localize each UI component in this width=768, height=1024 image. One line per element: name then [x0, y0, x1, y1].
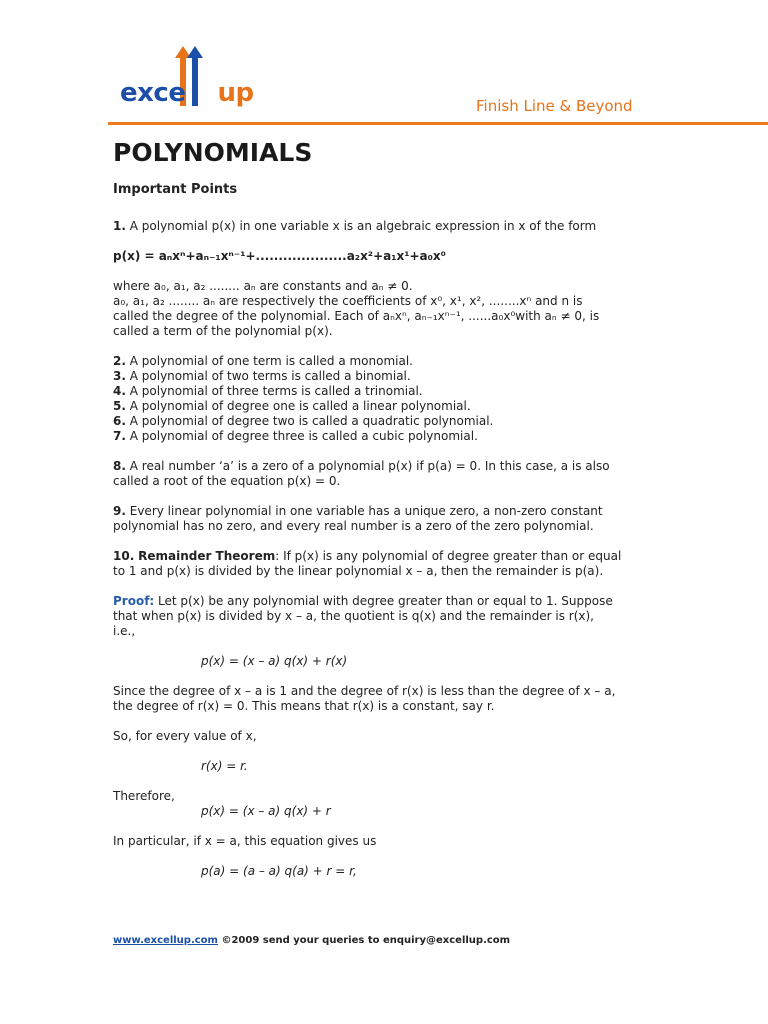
tagline: Finish Line & Beyond [476, 97, 633, 115]
point-number: 4. [113, 384, 126, 398]
point-number: 3. [113, 369, 126, 383]
document-body [113, 132, 653, 879]
point-8-cont: called a root of the equation p(x) = 0. [113, 474, 341, 488]
proof-line-1: Proof: Let p(x) be any polynomial with degree greater than or equal to 1. Suppose [113, 594, 613, 608]
since-line-1: Since the degree of x – a is 1 and the degree of r(x) is less than the degree of x – a, [113, 684, 616, 698]
point-number: 7. [113, 429, 126, 443]
point-text: A polynomial p(x) in one variable x is an algebraic expression in x of the form [129, 219, 597, 233]
definition-item [113, 384, 653, 399]
since-line-2: the degree of r(x) = 0. This means that r(x) is a constant, say r. [113, 699, 495, 713]
section-subtitle: Important Points [113, 182, 238, 197]
proof-label: Proof: [113, 594, 155, 608]
page-footer [113, 935, 510, 946]
coefficients-line-3: called a term of the polynomial p(x). [113, 324, 333, 338]
point-10: 10. Remainder Theorem: If p(x) is any polynomial of degree greater than or equal [113, 549, 622, 563]
point-number: 1. [113, 219, 126, 233]
point-text: A polynomial of degree two is called a quadratic polynomial. [129, 414, 494, 428]
definition-item [113, 354, 653, 369]
point-1 [113, 219, 653, 234]
point-text: A polynomial of three terms is called a trinomial. [129, 384, 423, 398]
proof-line-2: that when p(x) is divided by x – a, the quotient is q(x) and the remainder is r(x), [113, 609, 594, 623]
logo-wordmark [120, 78, 254, 108]
equation-3: p(x) = (x – a) q(x) + r [201, 804, 331, 818]
particular-line: In particular, if x = a, this equation gives us [113, 834, 377, 848]
point-text: A polynomial of one term is called a monomial. [129, 354, 413, 368]
definition-item [113, 369, 653, 384]
header-rule [108, 122, 768, 125]
point-10-cont: to 1 and p(x) is divided by the linear polynomial x – a, then the remainder is p(a). [113, 564, 604, 578]
point-text: A polynomial of degree one is called a linear polynomial. [129, 399, 471, 413]
website-link[interactable]: www.excellup.com [113, 935, 218, 946]
definition-item [113, 399, 653, 414]
page-title: POLYNOMIALS [113, 138, 313, 167]
logo-left-text: exce [120, 78, 186, 108]
point-number: 5. [113, 399, 126, 413]
equation-2: r(x) = r. [201, 759, 248, 773]
coefficients-line-1: a₀, a₁, a₂ ........ aₙ are respectively the coefficients of x⁰, x¹, x², ........xⁿ and n is [113, 294, 583, 308]
coefficients-line-2: called the degree of the polynomial. Each of aₙxⁿ, aₙ₋₁xⁿ⁻¹, ......a₀x⁰with aₙ ≠ 0, is [113, 309, 600, 323]
equation-1: p(x) = (x – a) q(x) + r(x) [201, 654, 348, 668]
theorem-label: Remainder Theorem [138, 549, 276, 563]
definition-item [113, 414, 653, 429]
therefore-line: Therefore, [113, 789, 175, 803]
point-number: 6. [113, 414, 126, 428]
footer-text: ©2009 send your queries to enquiry@excellup.com [217, 935, 511, 946]
polynomial-formula: p(x) = aₙxⁿ+aₙ₋₁xⁿ⁻¹+....................a₂x²+a₁x¹+a₀x⁰ [113, 249, 446, 263]
point-9-cont: polynomial has no zero, and every real number is a zero of the zero polynomial. [113, 519, 594, 533]
logo-right-text: up [217, 78, 254, 108]
proof-line-3: i.e., [113, 624, 136, 638]
point-text: A polynomial of two terms is called a binomial. [129, 369, 411, 383]
definition-item [113, 429, 653, 444]
equation-4: p(a) = (a – a) q(a) + r = r, [201, 864, 357, 878]
point-text: A polynomial of degree three is called a cubic polynomial. [129, 429, 478, 443]
definitions-list [113, 354, 653, 444]
point-9: 9. Every linear polynomial in one variable has a unique zero, a non-zero constant [113, 504, 603, 518]
point-8: 8. A real number ‘a’ is a zero of a polynomial p(x) if p(a) = 0. In this case, a is also [113, 459, 610, 473]
so-line: So, for every value of x, [113, 729, 257, 743]
where-line: where a₀, a₁, a₂ ........ aₙ are constants and aₙ ≠ 0. [113, 279, 413, 293]
point-number: 2. [113, 354, 126, 368]
